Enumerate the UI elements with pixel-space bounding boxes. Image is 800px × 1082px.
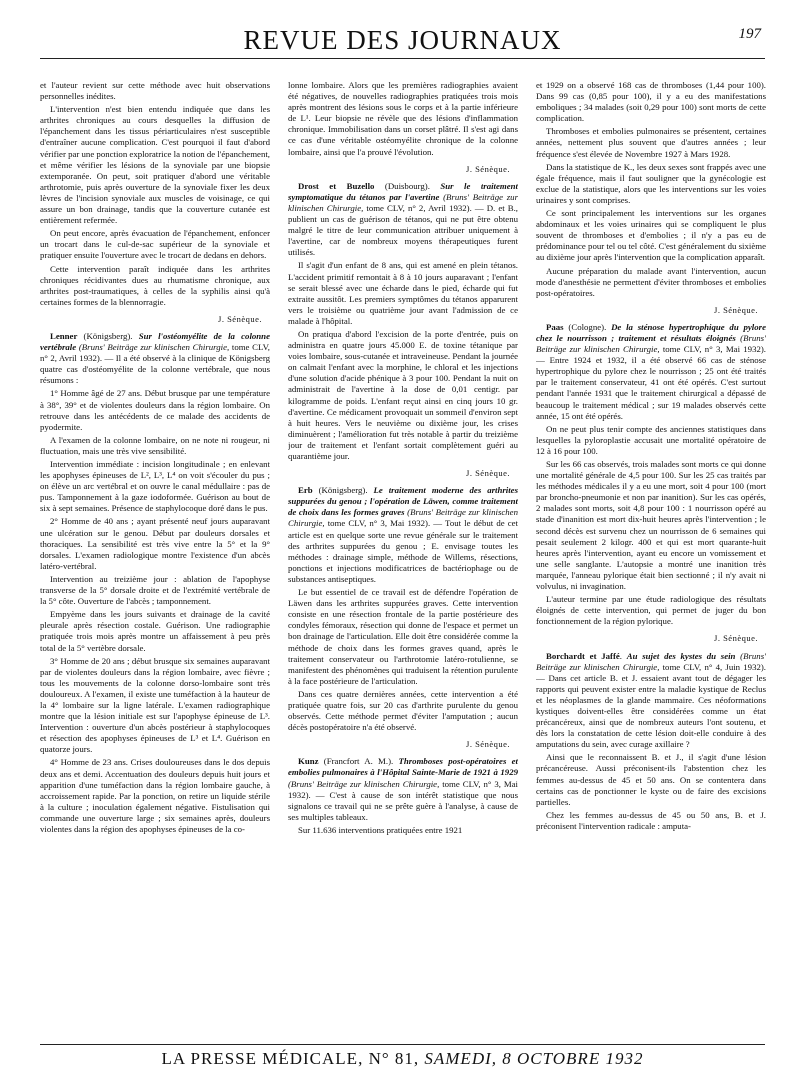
signature: J. Sénèque.: [466, 163, 510, 174]
paragraph: Sur les 66 cas observés, trois malades sont morts ce qui donne une mortalité générale de 4,5 pour 100. Sur les 25 cas traités par les méthodes médicales il y a eu une mort, soit 4 pour 100 (mort par broncho-pneumonie et non par inanition). Sur les cas opérés, 2 malades sont morts, soit 4,8 pour 100 : 1 nourrisson opéré au stade d'inanition est mort dix-huit heures après l'intervention ; le second décès est survenu chez un nourrisson de 6 semaines qui pesait seulement 2 kilogr. 400 et qui est mort quarante-huit heures après l'intervention, ayant eu encore un vomissement et une selle sanglante. L'autopsie a montré une inanition très marquée, l'anneau pylorique était bien sectionné ; il n'y avait ni volvulus, ni invagination.: [536, 459, 766, 592]
article-title: Thromboses post-opératoires et embolies pulmonaires à l'Hôpital Sainte-Marie de 1921 à 1929: [288, 756, 518, 778]
paragraph: 4° Homme de 23 ans. Crises douloureuses dans le dos depuis deux ans et demi. Accentuation des douleurs depuis huit jours et apparition d'une tuméfaction dans la région lombaire gauche, à accroissement rapide. Par la ponction, on retire un liquide stérile à la culture ; inoculation également négative. Fistulisation qui commande une ouverture large ; six semaines après, douleurs violentes dans la région des apophyses épineuses de la co-: [40, 757, 270, 834]
paragraph: Empyème dans les jours suivants et drainage de la cavité pleurale après résection costale. Guérison. Une radiographie pratiquée trois mois après montre un affaissement à peu près total de la 5° vertèbre dorsale.: [40, 609, 270, 653]
paragraph: Intervention au treizième jour : ablation de l'apophyse transverse de la 5° dorsale droite et de l'extrémité vertébrale de la 5° côte. Ouverture de l'abcès ; tamponnement.: [40, 573, 270, 607]
text-column-3: [536, 80, 766, 1040]
paragraph: 1° Homme âgé de 27 ans. Début brusque par une température à 38°, 39° et de violentes douleurs dans la région lombaire. On retrouve dans les antécédents de ce malade des accidents de pyodermite.: [40, 388, 270, 432]
paragraph: Dans ces quatre dernières années, cette intervention a été pratiquée quatre fois, sur 20 cas d'arthrite purulente du genou observés. Cette méthode permet d'éviter l'amputation ; aucun décès postopératoire n'a été observé.: [288, 688, 518, 733]
running-title: REVUE DES JOURNAUX: [243, 25, 562, 55]
signature: J. Sénèque.: [714, 633, 758, 644]
article-heading: [288, 756, 518, 823]
article-heading: [288, 485, 518, 585]
article-author: Erb: [298, 485, 313, 496]
article-heading: [536, 322, 766, 422]
paragraph: lonne lombaire. Alors que les premières radiographies avaient été négatives, de nouvelles radiographies pratiquées trois mois après montrent des lésions sous le corps et à la partie inférieure de L¹. Leur biopsie ne révèle que des lésions d'inflammation chronique. Immobilisation dans un corset plâtré. Il s'est agi dans ce cas d'une véritable ostéomyélite chronique de la colonne lombaire, ainsi que l'a prouvé l'évolution.: [288, 80, 518, 157]
paragraph: Intervention immédiate : incision longitudinale ; en enlevant les apophyses épineuses de L², L³, L⁴ on voit s'écouler du pus ; on élève un arc vertébral et on ouvre le canal médullaire : pas de pus. Tamponnement à la gaze iodoformée. Guérison au bout de six à sept semaines. Présence de staphylocoque doré dans le pus.: [40, 459, 270, 514]
footer-journal: LA PRESSE MÉDICALE, N° 81,: [161, 1049, 425, 1068]
article-title: Le traitement moderne des arthrites suppurées du genou ; l'opération de Läwen, comme traitement de choix dans les formes graves: [288, 485, 518, 518]
paragraph: Ainsi que le reconnaissent B. et J., il s'agit d'une lésion précancéreuse. Aussi préconisent-ils l'abstention chez les femmes au-dessus de 45 et 50 ans. On se contentera dans certains cas de ponctionner le kyste ou de faire des excisions partielles.: [536, 752, 766, 807]
signature: J. Sénèque.: [218, 313, 262, 324]
article-place: (Duisbourg).: [374, 180, 441, 191]
article-title: Sur le traitement symptomatique du tétanos par l'avertine: [288, 180, 518, 202]
paragraph: Chez les femmes au-dessus de 45 ou 50 ans, B. et J. préconisent l'intervention radicale : amputa-: [536, 809, 766, 831]
text-column-1: [40, 80, 270, 1040]
paragraph: 3° Homme de 20 ans ; début brusque six semaines auparavant par de violentes douleurs dans la région lombaire, avec fièvre ; tous les mouvements de la colonne dorso-lombaire sont très douloureux. A l'examen, il existe une tuméfaction à la hauteur de la 4° lombaire sur la ligne latérale. L'examen radiographique montre que la lésion initiale est sur l'apophyse épineuse de L³. Intervention : ouverture d'un abcès postérieur à staphylocoques et résection des apophyses épineuses de L³ et L⁴. Guérison en quatorze jours.: [40, 655, 270, 755]
paragraph: L'auteur termine par une étude radiologique des résultats éloignés de cette intervention, qui permet de juger du bon fonctionnement de la région pylorique.: [536, 594, 766, 627]
paragraph: Il s'agit d'un enfant de 8 ans, qui est amené en plein tétanos. L'accident primitif remontait à 8 à 10 jours auparavant ; l'enfant se serait blessé avec une écharde dans le pied, écharde qui fut extraite aussitôt. Les premiers symptômes du tétanos apparurent vers le troisième ou quatrième jour avant l'admission de ce malade à l'hôpital.: [288, 260, 518, 326]
article-author: Kunz: [298, 756, 319, 767]
article-body: tome CLV, n° 3, Mai 1932). — Tout le début de cet article est en quelque sorte une revue générale sur le traitement des arthrites suppurées du genou ; E. envisage toutes les méthodes : drainage simple, méthode de Willems, résections, ponctions et injections modificatrices de bactériophage ou de substances antiseptiques.: [288, 518, 518, 584]
signature: J. Sénèque.: [466, 739, 510, 750]
article-heading: [536, 651, 766, 751]
paragraph: Le but essentiel de ce travail est de défendre l'opération de Läwen dans les arthrites suppurées graves. Cette intervention consiste en une résection frontale de la partie postérieure des condyles fémoraux, résection qui donne de l'espace et permet un bon drainage de l'articulation. Elle doit être considérée comme la méthode de choix dans les formes graves quand, après le traitement conservateur ou l'arthrotomie latéro-rotulienne, se manifestent des phénomènes qui traduisent la rétention purulente à la face postérieure de l'articulation.: [288, 587, 518, 686]
article-body: tome CLV, n° 4, Juin 1932). — Dans cet article B. et J. essaient avant tout de dégager les rapports qui peuvent exister entre la maladie kystique de Reclus et les néoplasmes de la glande mammaire. Ces néoformations kystiques doivent-elles être considérées comme un état précancéreux, ainsi que de nombreux auteurs l'ont soutenu, et dès lors la constatation de cette lésion doit-elle conduire à des amputations du sein, avec curage axillaire ?: [536, 661, 766, 750]
article-title: Au sujet des kystes du sein: [626, 650, 736, 661]
article-place: (Francfort A. M.).: [318, 756, 399, 767]
article-heading: [40, 331, 270, 386]
article-author: Borchardt et Jaffé: [546, 650, 620, 661]
paragraph: Ce sont principalement les interventions sur les organes abdominaux et les voies urinaires qui se compliquent le plus souvent de thromboses et d'embolies ; il n'y a pas eu de prédominance pour tel ou tel côté. C'est généralement du sixième au dixième jour après l'intervention que la complication apparaît.: [536, 208, 766, 263]
article-author: Lenner: [50, 330, 78, 341]
article-place: (Cologne).: [563, 321, 612, 332]
paragraph: et l'auteur revient sur cette méthode avec huit observations personnelles inédites.: [40, 80, 270, 102]
article-source: (Bruns' Beiträge zur klinischen Chirurgie,: [76, 342, 232, 353]
footer-date: SAMEDI, 8 OCTOBRE 1932: [424, 1049, 644, 1068]
article-source: (Bruns' Beiträge zur klinischen Chirurgie,: [536, 650, 766, 672]
paragraph: Sur 11.636 interventions pratiquées entre 1921: [298, 824, 463, 835]
article-place: (Königsberg).: [77, 330, 139, 341]
article-title: Sur l'ostéomyélite de la colonne vertébrale: [40, 330, 270, 353]
article-heading: [288, 181, 518, 259]
paragraph: On pratiqua d'abord l'excision de la porte d'entrée, puis on administra en quatre jours 45.000 E. de toxine tétanique par voies lombaire, sous-cutanée et intraveineuse. Pendant la journée on calmait l'enfant avec la morphine, le chloral et les injections d'une solution d'acide phénique à 3 pour 100. Pendant la nuit on administrait de l'avertine à la dose de 0,01 centigr. par kilogramme de poids. L'enfant reçut ainsi en cinq jours 10 gr. d'avertine. Ce médicament provoquait un sommeil d'environ sept à huit heures. Vers le neuvième ou dixième jour, les crises diminuèrent ; l'amélioration fut très notable à partir du treizième jour de traitement et l'enfant sortait complètement guéri au quarantième jour.: [288, 328, 518, 461]
article-author: Drost et Buzello: [298, 180, 375, 191]
article-place: (Königsberg).: [312, 485, 374, 496]
page-header: [40, 22, 765, 59]
article-body: tome CLV, n° 2, Avril 1932). — D. et B., publient un cas de guérison de tétanos, qui ne put être obtenu malgré le titre de leur communication attribuer uniquement à l'avertine, car de nombreux moyens thérapeutiques furent utilisés.: [288, 202, 518, 258]
article-source: (Bruns' Beiträge zur klinischen Chirurgie,: [536, 332, 766, 355]
page-number: 197: [738, 26, 761, 42]
paragraph: L'intervention n'est bien entendu indiquée que dans les arthrites chroniques au cours desquelles la diffusion de l'épanchement dans les tissus périarticulaires n'est susceptible d'entraîner aucune complication. C'est pourquoi il faut d'abord vérifier par une ponction exploratrice la notion de l'épanchement, et même vérifier les lésions de la synoviale par une biopsie extemporanée. On peut, soit pratiquer d'abord une véritable arthrotomie, puis après ouverture de la synoviale fixer les deux lèvres de l'incision synoviale aux muscles de voisinage, ce qui assure un bon drainage, tandis que la couverture cutanée est entièrement refermée.: [40, 104, 270, 226]
paragraph: Dans la statistique de K., les deux sexes sont frappés avec une égale fréquence, mais il faut souligner que la gynécologie est exclue de la statistique, alors que les interventions sur les voies urinaires y sont comprises.: [536, 161, 766, 205]
paragraph: Aucune préparation du malade avant l'intervention, aucun mode d'anesthésie ne permettent d'éviter thromboses et embolies post-opératoires.: [536, 265, 766, 298]
text-column-2: [288, 80, 518, 1040]
article-body: tome CLV, n° 3, Mai 1932). — Entre 1924 et 1932, il a été observé 66 cas de sténose hypertrophique du pylore chez le nourrisson ; 25 ont été traités par le traitement conservateur, 41 ont été opérés. C'est surtout pendant l'année 1931 que le traitement chirurgical a dépassé de beaucoup le traitement médical ; sur 19 malades observés cette année, 15 ont été opérés.: [536, 344, 766, 421]
article-source: (Bruns' Beiträge zur klinischen Chirurgie,: [288, 778, 443, 789]
paragraph: Thromboses et embolies pulmonaires se présentent, certaines années, nettement plus souvent que d'autres années ; leur fréquence s'est élevée de Novembre 1927 à Mars 1928.: [536, 126, 766, 159]
article-place: .: [619, 650, 627, 661]
article-body: tome CLV, n° 2, Avril 1932). — Il a été observé à la clinique de Königsberg quatre cas d'ostéomyélite de la colonne vertébrale, que nous résumons :: [40, 342, 270, 386]
article-body: tome CLV, n° 3, Mai 1932). — C'est à cause de son intérêt statistique que nous signalons ce travail qui ne se prête guère à l'analyse, à cause de ses multiples tableaux.: [288, 778, 518, 822]
paragraph: 2° Homme de 40 ans ; ayant présenté neuf jours auparavant une ulcération sur le genou. Début par douleurs dorsales et thoraciques. La sensibilité est très vive entre la 5° et la 9° dorsales. L'examen radiologique montre l'existence d'un abcès latéro-vertébral.: [40, 516, 270, 571]
article-source: (Bruns' Beiträge zur klinischen Chirurgie,: [288, 191, 518, 213]
paragraph: On ne peut plus tenir compte des anciennes statistiques dans lesquelles la pyloroplastie accusait une mortalité opératoire de 12 à 16 pour 100.: [536, 423, 766, 456]
page-footer: [40, 1044, 765, 1071]
article-title: De la sténose hypertrophique du pylore chez le nourrisson ; traitement et résultats éloignés: [536, 321, 766, 343]
signature: J. Sénèque.: [714, 304, 758, 315]
article-author: Paas: [546, 321, 564, 332]
paragraph: et 1929 on a observé 168 cas de thromboses (1,44 pour 100). Dans 99 cas (0,85 pour 100), il y a eu des manifestations emboliques ; 34 malades (soit 0,29 pour 100) sont morts de cette complication.: [536, 80, 766, 124]
paragraph: On peut encore, après évacuation de l'épanchement, enfoncer un trocart dans le cul-de-sac supérieur de la synoviale et pratiquer ensuite l'ouverture avec le trocart de dedans en dehors.: [40, 228, 270, 261]
signature: J. Sénèque.: [466, 468, 510, 479]
paragraph: A l'examen de la colonne lombaire, on ne note ni rougeur, ni fluctuation, mais une très vive sensibilité.: [40, 434, 270, 456]
article-source: (Bruns' Beiträge zur klinischen Chirurgie,: [288, 507, 518, 529]
paragraph: Cette intervention paraît indiquée dans les arthrites chroniques récidivantes dues au rhumatisme chronique, aux arthrites post-traumatiques, à celles de la syphilis ainsi qu'à certaines formes de la blennorragie.: [40, 263, 270, 307]
